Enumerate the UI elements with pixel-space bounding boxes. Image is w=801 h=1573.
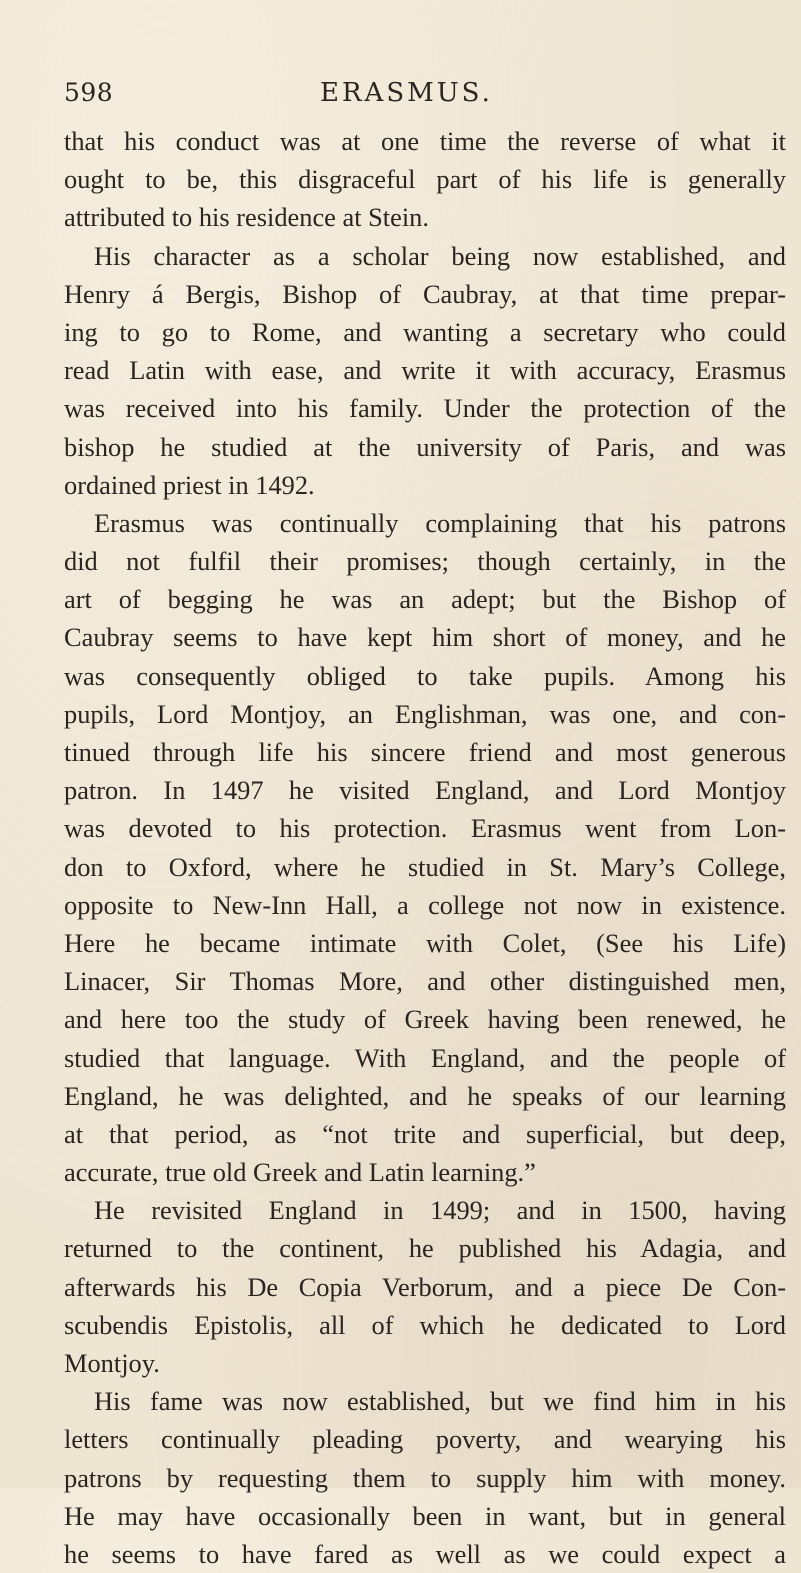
text-line: Erasmus was continually complaining that his patrons bbox=[94, 507, 786, 538]
body-text bbox=[64, 122, 786, 1573]
text-line: Henry á Bergis, Bishop of Caubray, at that time prepar- bbox=[64, 278, 786, 309]
text-line: afterwards his De Copia Verborum, and a piece De Con- bbox=[64, 1271, 786, 1302]
text-line: returned to the continent, he published his Adagia, and bbox=[64, 1233, 786, 1264]
text-line: He may have occasionally been in want, but in general bbox=[64, 1500, 786, 1531]
text-line: was consequently obliged to take pupils. Among his bbox=[64, 660, 786, 691]
text-line: He revisited England in 1499; and in 1500, having bbox=[94, 1195, 786, 1226]
text-line: opposite to New-Inn Hall, a college not now in existence. bbox=[64, 889, 786, 920]
text-line: art of begging he was an adept; but the Bishop of bbox=[64, 584, 786, 615]
text-line: pupils, Lord Montjoy, an Englishman, was one, and con- bbox=[64, 698, 786, 729]
running-head: ERASMUS. bbox=[320, 78, 493, 108]
text-line: ordained priest in 1492. bbox=[64, 469, 315, 500]
text-line: read Latin with ease, and write it with accuracy, Erasmus bbox=[64, 355, 786, 386]
text-line: Linacer, Sir Thomas More, and other distinguished men, bbox=[64, 966, 786, 997]
text-line: that his conduct was at one time the reverse of what it bbox=[64, 126, 786, 156]
text-line: England, he was delighted, and he speaks of our learning bbox=[64, 1080, 786, 1111]
text-line: was received into his family. Under the protection of the bbox=[64, 393, 786, 424]
text-line: patron. In 1497 he visited England, and Lord Montjoy bbox=[64, 775, 786, 806]
text-line: at that period, as “not trite and superficial, but deep, bbox=[64, 1118, 786, 1149]
text-line: His character as a scholar being now established, and bbox=[94, 240, 786, 271]
text-line: accurate, true old Greek and Latin learning.” bbox=[64, 1157, 536, 1188]
text-line: Caubray seems to have kept him short of money, and he bbox=[64, 622, 786, 653]
text-line: letters continually pleading poverty, and wearying his bbox=[64, 1424, 786, 1455]
text-line: and here too the study of Greek having been renewed, he bbox=[64, 1004, 786, 1035]
text-line: tinued through life his sincere friend and most generous bbox=[64, 737, 786, 767]
text-line: studied that language. With England, and the people of bbox=[64, 1042, 786, 1073]
text-line: ought to be, this disgraceful part of his life is generally bbox=[64, 164, 786, 195]
text-line: he seems to have fared as well as we could expect a bbox=[64, 1538, 786, 1569]
text-line: attributed to his residence at Stein. bbox=[64, 202, 429, 233]
text-line: bishop he studied at the university of Paris, and was bbox=[64, 431, 786, 462]
text-line: ing to go to Rome, and wanting a secretary who could bbox=[64, 316, 786, 347]
text-line: His fame was now established, but we find him in his bbox=[94, 1386, 786, 1417]
page-number: 598 bbox=[64, 78, 114, 107]
text-line: don to Oxford, where he studied in St. Mary’s College, bbox=[64, 851, 786, 882]
text-line: patrons by requesting them to supply him with money. bbox=[64, 1462, 786, 1493]
text-line: Montjoy. bbox=[64, 1348, 160, 1378]
page-header bbox=[64, 72, 724, 112]
text-line: was devoted to his protection. Erasmus went from Lon- bbox=[64, 813, 786, 844]
text-line: Here he became intimate with Colet, (See his Life) bbox=[64, 927, 786, 958]
text-line: scubendis Epistolis, all of which he dedicated to Lord bbox=[64, 1309, 786, 1340]
text-line: did not fulfil their promises; though certainly, in the bbox=[64, 546, 786, 577]
